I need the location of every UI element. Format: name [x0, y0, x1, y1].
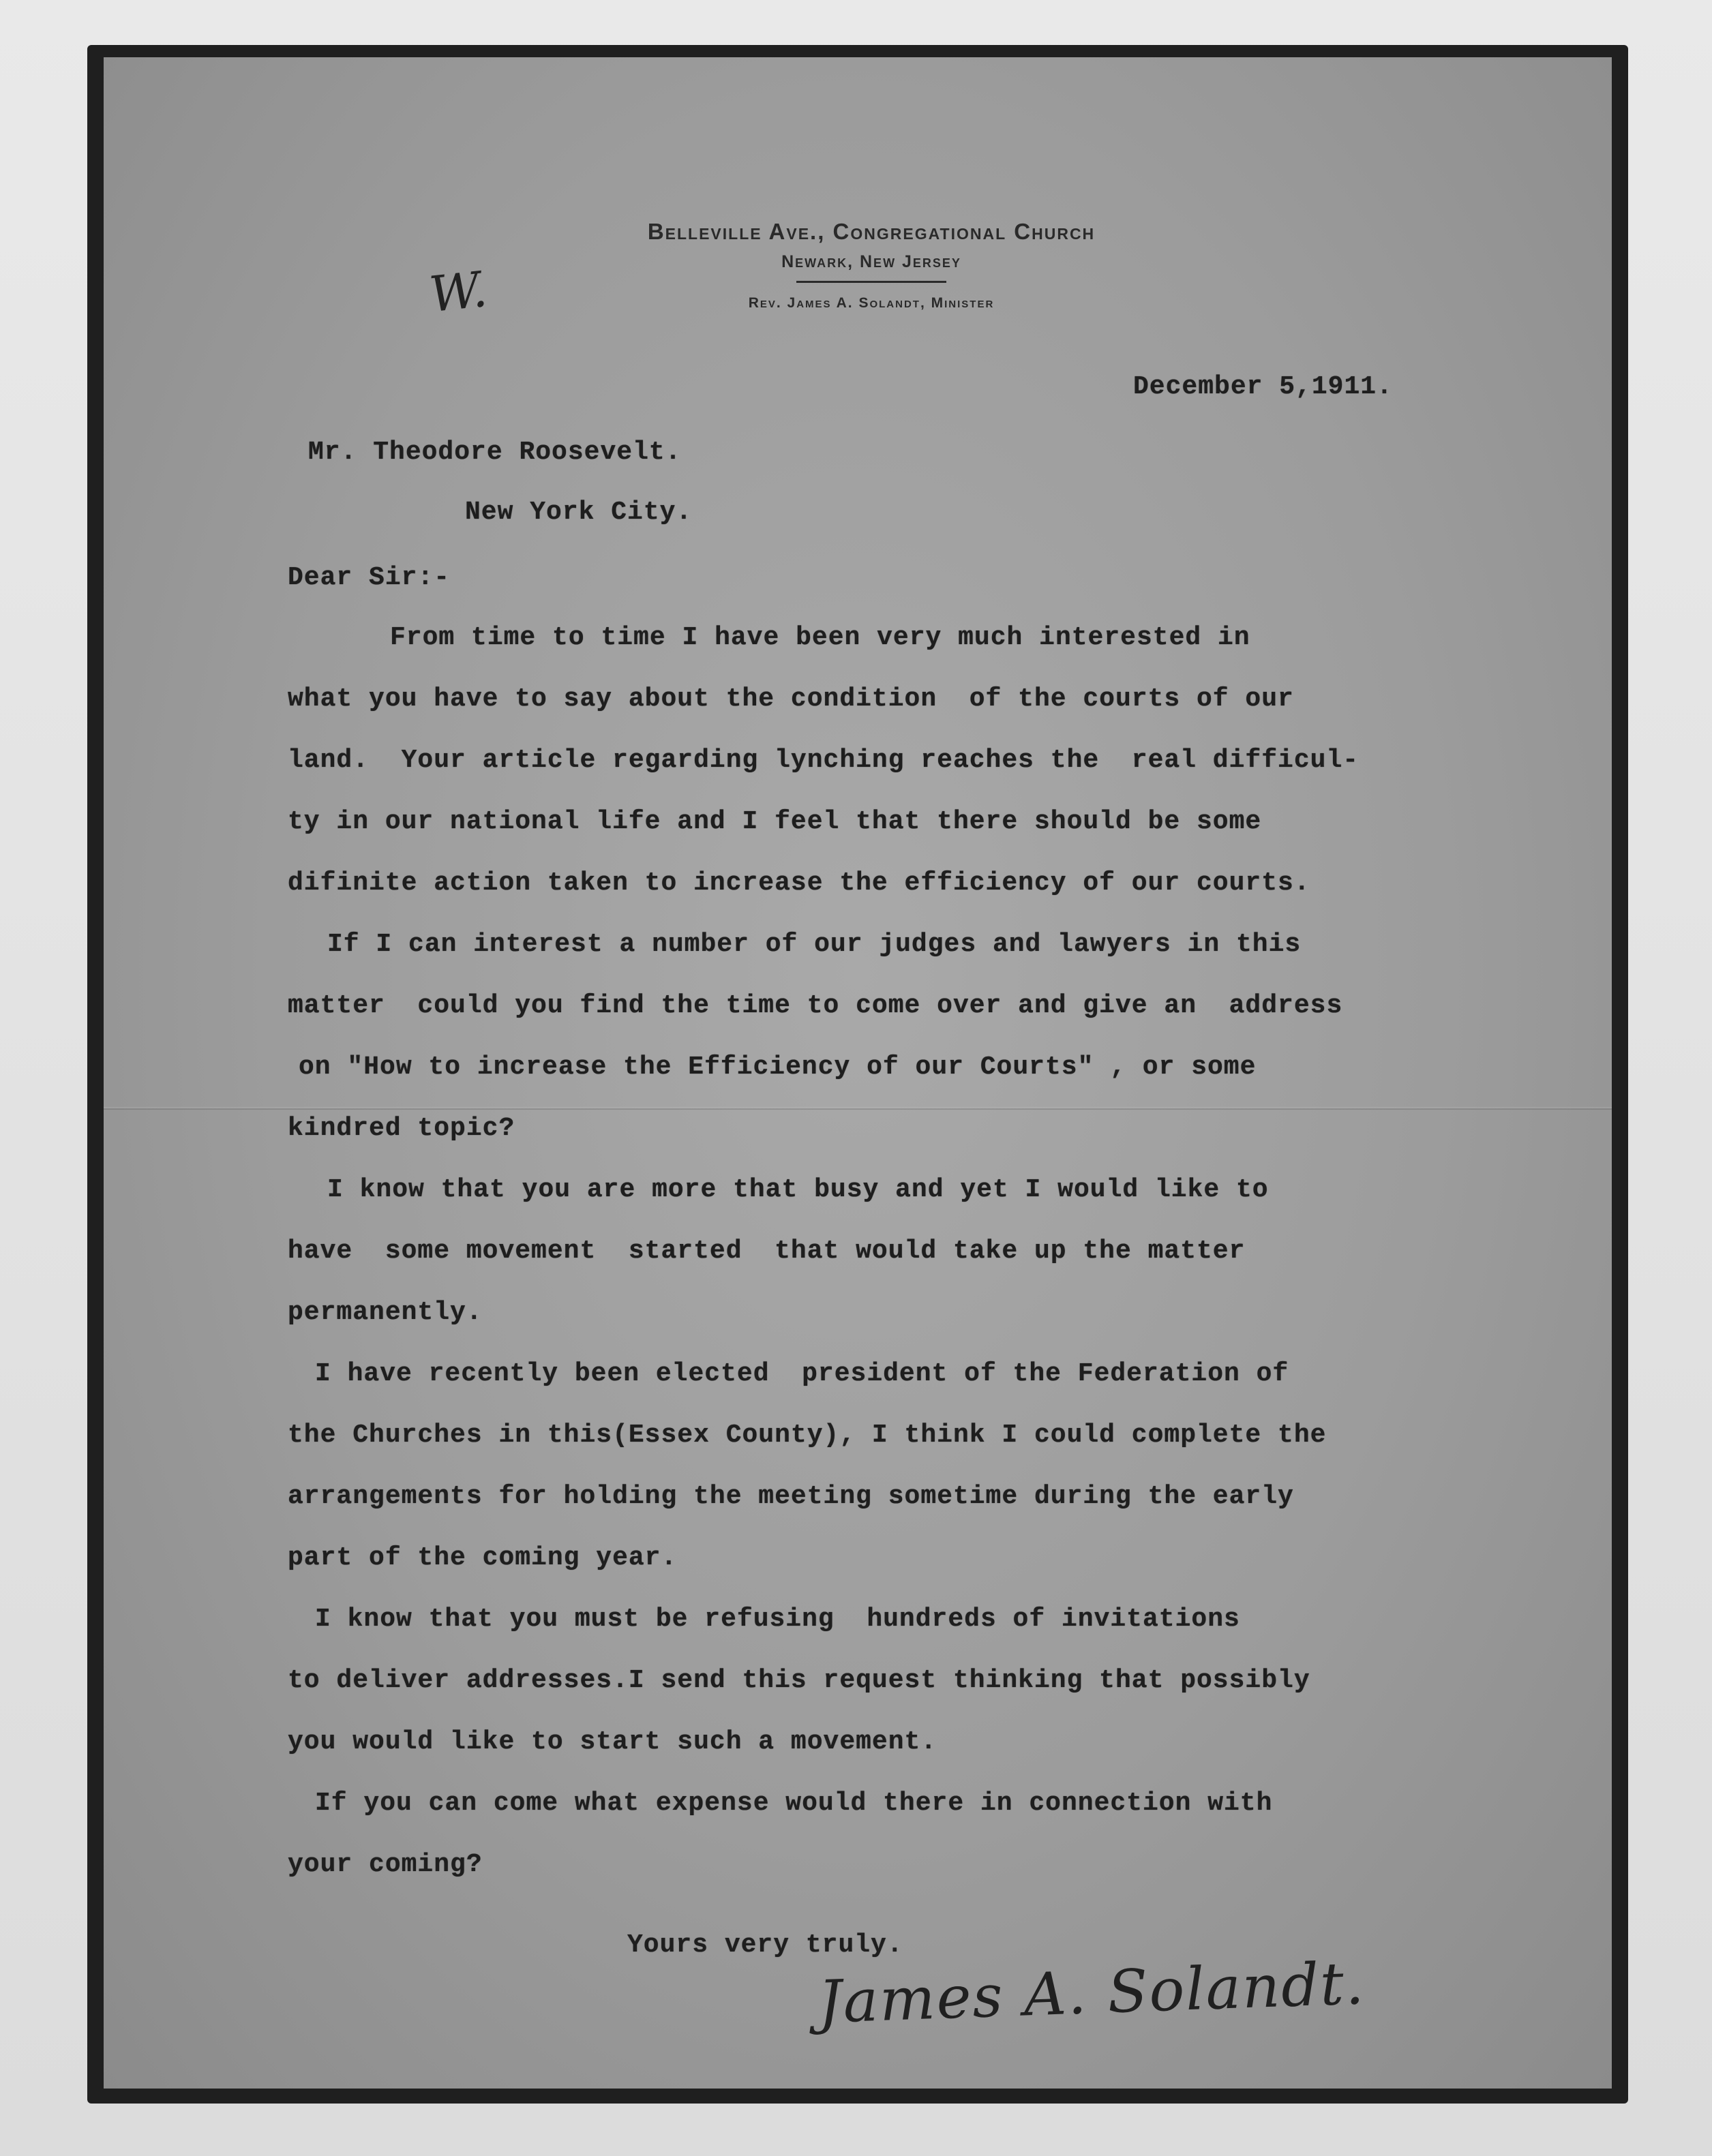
letterhead-minister: Rev. James A. Solandt, Minister — [748, 295, 995, 311]
letterhead-church: Belleville Ave., Congregational Church — [647, 219, 1096, 244]
body-line: ty in our national life and I feel that there should be some — [288, 807, 1262, 836]
letterhead — [104, 215, 1612, 314]
body-line: kindred topic? — [288, 1114, 515, 1143]
body-line: permanently. — [288, 1298, 483, 1327]
fold-crease — [104, 1107, 1612, 1110]
body-line: your coming? — [288, 1850, 483, 1879]
body-line: If I can interest a number of our judges and lawyers in this — [327, 930, 1302, 959]
body-line: I know that you are more that busy and yet I would like to — [327, 1175, 1269, 1204]
body-line: what you have to say about the condition of the courts of our — [288, 684, 1294, 714]
closing: Yours very truly. — [627, 1930, 903, 1960]
addressee-name: Mr. Theodore Roosevelt. — [308, 438, 682, 467]
body-line: on "How to increase the Efficiency of our Courts" , or some — [299, 1052, 1257, 1082]
letter-page — [104, 57, 1612, 2089]
body-line: to deliver addresses.I send this request thinking that possibly — [288, 1666, 1310, 1695]
letter-date: December 5,1911. — [1133, 372, 1393, 401]
body-line: land. Your article regarding lynching reaches the real difficul- — [288, 746, 1360, 775]
body-line: matter could you find the time to come over and give an address — [288, 991, 1343, 1020]
body-line: the Churches in this(Essex County), I think I could complete the — [288, 1421, 1327, 1450]
body-line: have some movement started that would take up the matter — [288, 1236, 1246, 1266]
body-line: From time to time I have been very much interested in — [390, 623, 1250, 652]
body-line: difinite action taken to increase the efficiency of our courts. — [288, 868, 1310, 898]
letterhead-city: Newark, New Jersey — [781, 252, 961, 271]
handwritten-signature: James A. Solandt. — [817, 1949, 1366, 2037]
addressee-city: New York City. — [465, 498, 693, 527]
body-line: I know that you must be refusing hundreds of invitations — [315, 1605, 1240, 1634]
salutation: Dear Sir:- — [288, 563, 451, 592]
handwritten-margin-mark: W. — [426, 260, 490, 324]
body-line: If you can come what expense would there in connection with — [315, 1789, 1273, 1818]
letterhead-rule — [796, 281, 946, 283]
body-line: I have recently been elected president of the Federation of — [315, 1359, 1289, 1388]
body-line: arrangements for holding the meeting sometime during the early — [288, 1482, 1294, 1511]
body-line: part of the coming year. — [288, 1543, 678, 1573]
body-line: you would like to start such a movement. — [288, 1727, 937, 1757]
